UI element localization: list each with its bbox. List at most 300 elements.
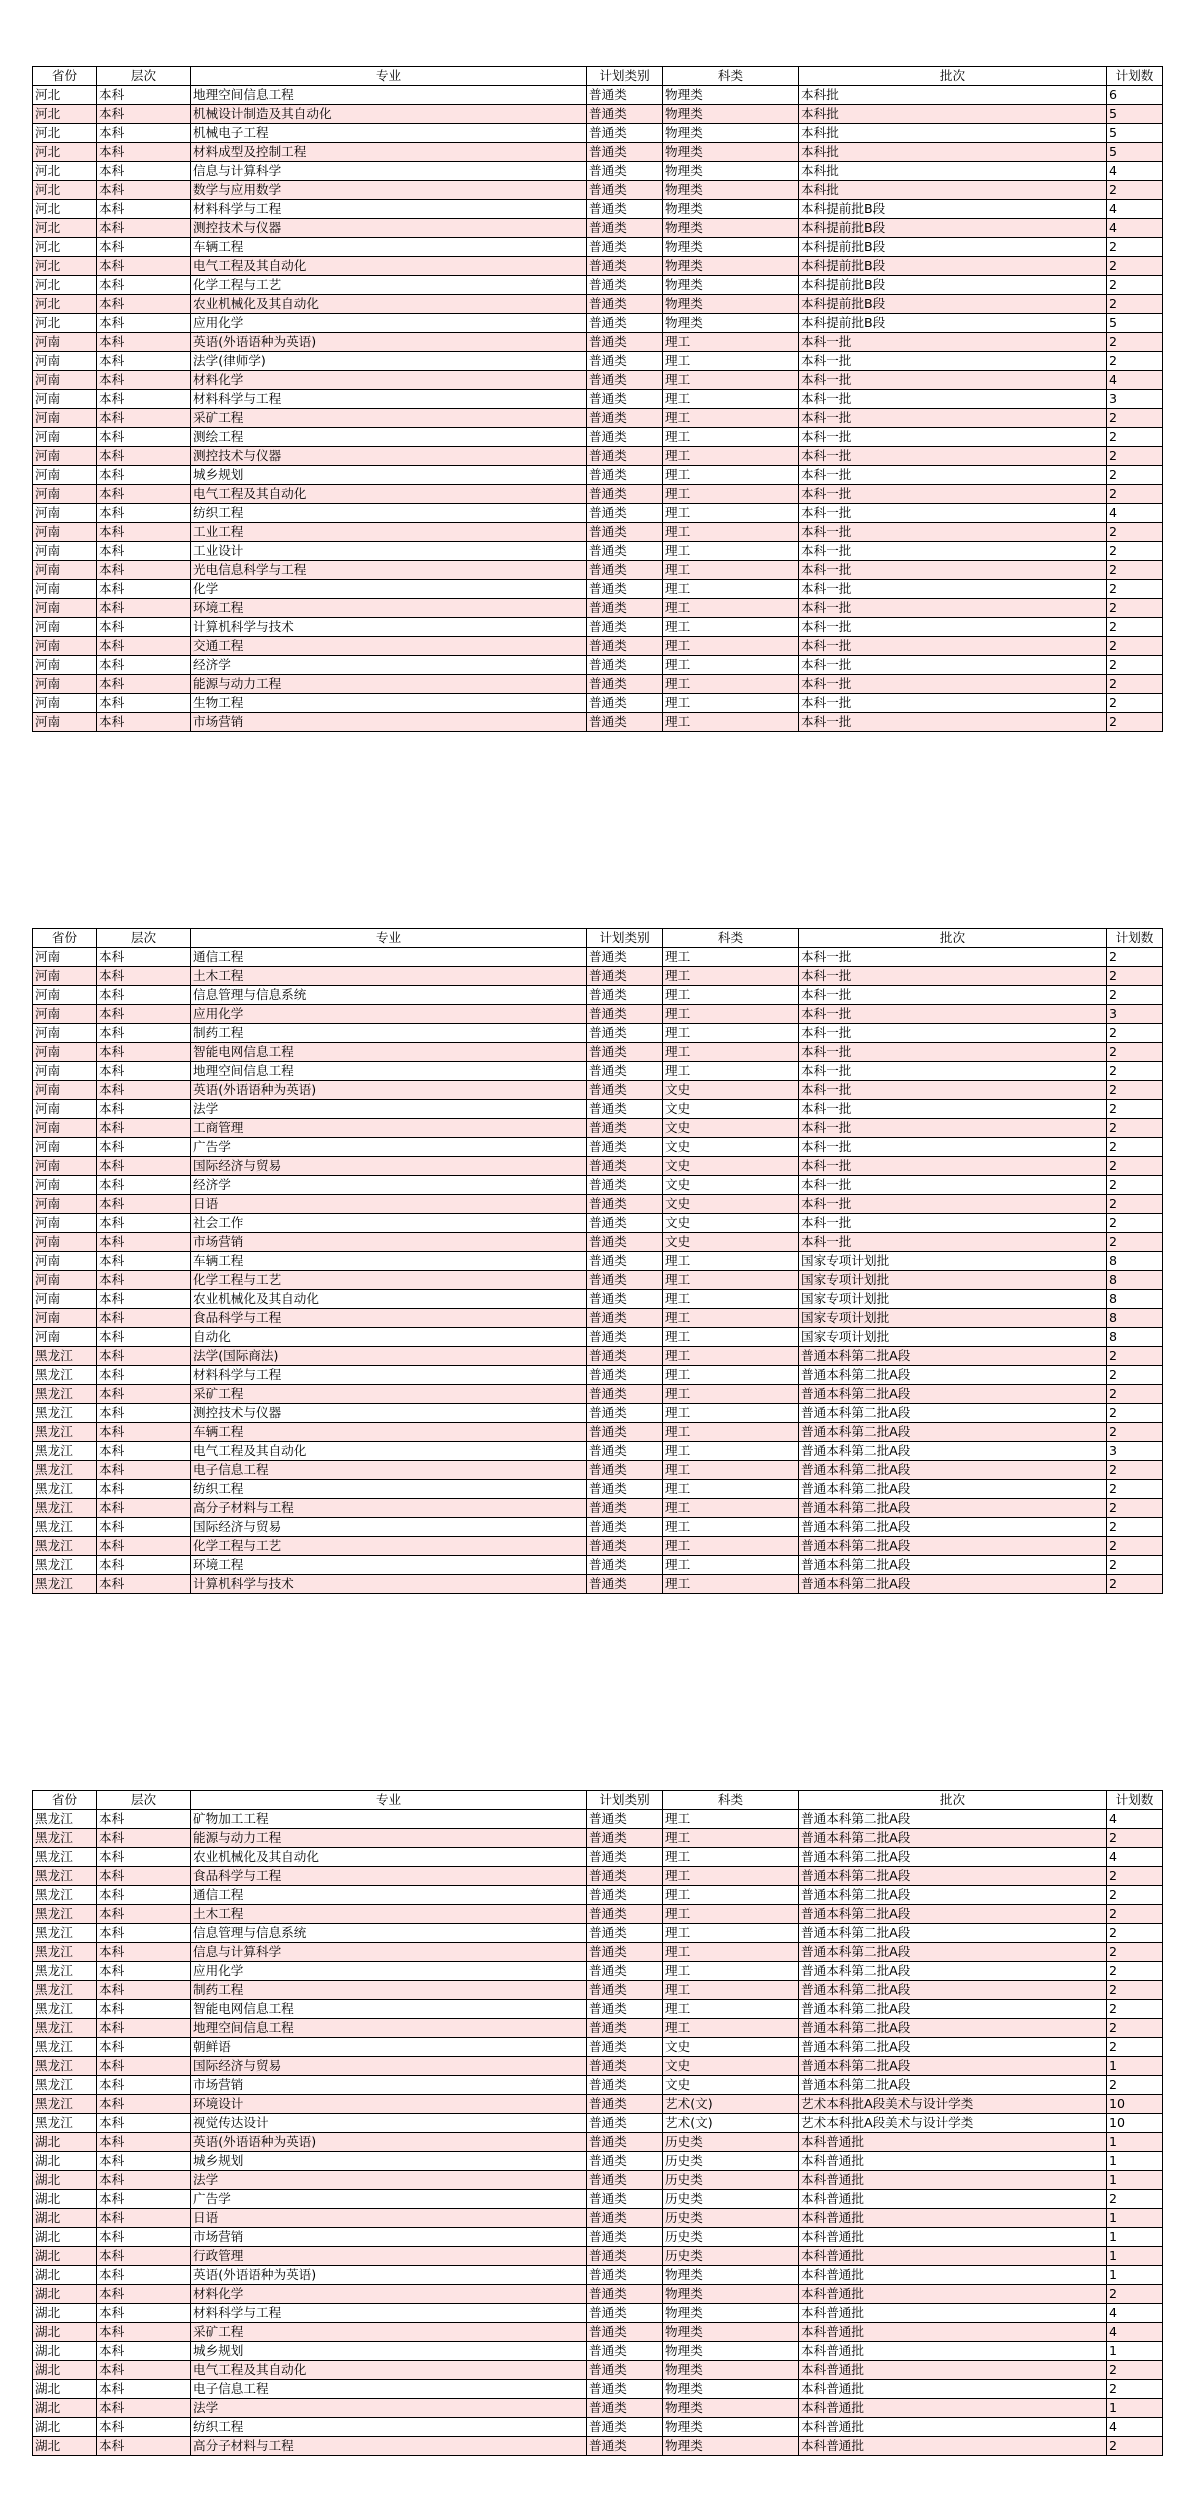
cell-level: 本科 [97,1157,191,1176]
table-row [33,694,1163,713]
cell-plan-type: 普通类 [587,371,663,390]
cell-plan-type: 普通类 [587,2209,663,2228]
cell-level: 本科 [97,1176,191,1195]
cell-batch: 本科普通批 [799,2209,1107,2228]
cell-count: 1 [1107,2228,1163,2247]
cell-subject: 理工 [663,1867,799,1886]
cell-province: 黑龙江 [33,1537,97,1556]
cell-major: 农业机械化及其自动化 [191,1290,587,1309]
cell-level: 本科 [97,314,191,333]
cell-plan-type: 普通类 [587,1233,663,1252]
cell-batch: 本科一批 [799,409,1107,428]
cell-plan-type: 普通类 [587,2285,663,2304]
cell-province: 黑龙江 [33,1480,97,1499]
cell-major: 国际经济与贸易 [191,1157,587,1176]
cell-batch: 普通本科第二批A段 [799,1886,1107,1905]
cell-level: 本科 [97,1924,191,1943]
cell-plan-type: 普通类 [587,485,663,504]
cell-subject: 理工 [663,504,799,523]
cell-plan-type: 普通类 [587,1404,663,1423]
cell-major: 化学工程与工艺 [191,1537,587,1556]
cell-province: 河南 [33,694,97,713]
cell-level: 本科 [97,1867,191,1886]
cell-plan-type: 普通类 [587,333,663,352]
cell-province: 河南 [33,1081,97,1100]
cell-province: 河北 [33,238,97,257]
cell-province: 黑龙江 [33,1556,97,1575]
cell-plan-type: 普通类 [587,1575,663,1594]
cell-count: 2 [1107,2361,1163,2380]
cell-subject: 理工 [663,618,799,637]
cell-batch: 本科普通批 [799,2437,1107,2456]
cell-subject: 理工 [663,948,799,967]
cell-province: 黑龙江 [33,2000,97,2019]
cell-level: 本科 [97,2342,191,2361]
cell-plan-type: 普通类 [587,561,663,580]
cell-plan-type: 普通类 [587,162,663,181]
cell-province: 湖北 [33,2342,97,2361]
cell-level: 本科 [97,162,191,181]
cell-major: 能源与动力工程 [191,675,587,694]
cell-level: 本科 [97,1905,191,1924]
cell-level: 本科 [97,1518,191,1537]
cell-province: 河北 [33,124,97,143]
cell-plan-type: 普通类 [587,219,663,238]
cell-plan-type: 普通类 [587,2019,663,2038]
cell-batch: 本科一批 [799,580,1107,599]
cell-subject: 理工 [663,986,799,1005]
cell-major: 朝鲜语 [191,2038,587,2057]
table-row [33,1442,1163,1461]
table-row [33,295,1163,314]
cell-count: 2 [1107,1404,1163,1423]
table-row [33,1886,1163,1905]
cell-plan-type: 普通类 [587,2437,663,2456]
cell-subject: 理工 [663,656,799,675]
cell-major: 信息管理与信息系统 [191,1924,587,1943]
table-row [33,2133,1163,2152]
cell-plan-type: 普通类 [587,1024,663,1043]
table-row [33,1157,1163,1176]
cell-level: 本科 [97,1886,191,1905]
cell-province: 黑龙江 [33,1867,97,1886]
column-header-province: 省份 [33,929,97,948]
table-row [33,2342,1163,2361]
table-row [33,2228,1163,2247]
cell-major: 机械设计制造及其自动化 [191,105,587,124]
cell-subject: 物理类 [663,314,799,333]
table-row [33,1423,1163,1442]
cell-major: 土木工程 [191,967,587,986]
cell-count: 2 [1107,2000,1163,2019]
cell-major: 社会工作 [191,1214,587,1233]
cell-count: 8 [1107,1271,1163,1290]
cell-batch: 本科一批 [799,447,1107,466]
cell-batch: 本科普通批 [799,2228,1107,2247]
cell-level: 本科 [97,2228,191,2247]
cell-plan-type: 普通类 [587,2380,663,2399]
cell-province: 黑龙江 [33,2095,97,2114]
cell-batch: 本科普通批 [799,2285,1107,2304]
table-row [33,1829,1163,1848]
cell-major: 采矿工程 [191,1385,587,1404]
cell-province: 黑龙江 [33,1404,97,1423]
cell-subject: 艺术(文) [663,2095,799,2114]
cell-level: 本科 [97,2076,191,2095]
cell-subject: 文史 [663,1195,799,1214]
table-row [33,1176,1163,1195]
cell-batch: 普通本科第二批A段 [799,1385,1107,1404]
cell-province: 河南 [33,447,97,466]
cell-major: 电气工程及其自动化 [191,257,587,276]
cell-major: 英语(外语语种为英语) [191,2266,587,2285]
cell-level: 本科 [97,637,191,656]
cell-batch: 本科一批 [799,618,1107,637]
table-row [33,637,1163,656]
cell-province: 湖北 [33,2133,97,2152]
cell-plan-type: 普通类 [587,2304,663,2323]
table-row [33,2190,1163,2209]
cell-major: 纺织工程 [191,2418,587,2437]
cell-province: 河北 [33,276,97,295]
cell-count: 2 [1107,1138,1163,1157]
cell-major: 日语 [191,2209,587,2228]
cell-count: 3 [1107,1442,1163,1461]
table-row [33,86,1163,105]
cell-batch: 本科提前批B段 [799,314,1107,333]
cell-batch: 本科提前批B段 [799,219,1107,238]
cell-subject: 理工 [663,2019,799,2038]
cell-level: 本科 [97,1252,191,1271]
table-row [33,2361,1163,2380]
cell-batch: 国家专项计划批 [799,1290,1107,1309]
cell-level: 本科 [97,105,191,124]
column-header-count: 计划数 [1107,67,1163,86]
cell-subject: 理工 [663,1480,799,1499]
cell-major: 国际经济与贸易 [191,2057,587,2076]
cell-subject: 理工 [663,1518,799,1537]
cell-province: 湖北 [33,2399,97,2418]
cell-count: 2 [1107,1575,1163,1594]
cell-province: 河北 [33,295,97,314]
cell-batch: 本科普通批 [799,2304,1107,2323]
cell-count: 2 [1107,1195,1163,1214]
cell-subject: 物理类 [663,200,799,219]
cell-subject: 理工 [663,1271,799,1290]
cell-count: 2 [1107,257,1163,276]
cell-batch: 普通本科第二批A段 [799,1943,1107,1962]
cell-count: 2 [1107,428,1163,447]
cell-subject: 文史 [663,2057,799,2076]
cell-level: 本科 [97,599,191,618]
cell-major: 应用化学 [191,314,587,333]
cell-major: 行政管理 [191,2247,587,2266]
cell-level: 本科 [97,2190,191,2209]
cell-plan-type: 普通类 [587,2418,663,2437]
cell-subject: 理工 [663,523,799,542]
cell-batch: 本科提前批B段 [799,257,1107,276]
cell-batch: 本科批 [799,181,1107,200]
cell-plan-type: 普通类 [587,1423,663,1442]
cell-level: 本科 [97,2019,191,2038]
cell-province: 河南 [33,561,97,580]
cell-major: 交通工程 [191,637,587,656]
cell-province: 河北 [33,143,97,162]
cell-subject: 物理类 [663,105,799,124]
cell-batch: 普通本科第二批A段 [799,2019,1107,2038]
cell-subject: 理工 [663,1499,799,1518]
cell-count: 4 [1107,371,1163,390]
cell-plan-type: 普通类 [587,295,663,314]
cell-subject: 理工 [663,485,799,504]
cell-count: 2 [1107,713,1163,732]
cell-batch: 本科一批 [799,1043,1107,1062]
table-row [33,333,1163,352]
cell-count: 2 [1107,1347,1163,1366]
column-header-plan-type: 计划类别 [587,929,663,948]
cell-plan-type: 普通类 [587,1005,663,1024]
cell-plan-type: 普通类 [587,1062,663,1081]
cell-count: 2 [1107,1461,1163,1480]
cell-subject: 物理类 [663,238,799,257]
column-header-major: 专业 [191,67,587,86]
cell-plan-type: 普通类 [587,1119,663,1138]
table-header-row [33,929,1163,948]
cell-subject: 物理类 [663,2342,799,2361]
cell-count: 2 [1107,1157,1163,1176]
cell-batch: 本科一批 [799,1062,1107,1081]
cell-plan-type: 普通类 [587,1195,663,1214]
cell-level: 本科 [97,466,191,485]
cell-count: 2 [1107,1423,1163,1442]
cell-province: 河南 [33,948,97,967]
cell-batch: 普通本科第二批A段 [799,1848,1107,1867]
cell-plan-type: 普通类 [587,314,663,333]
cell-subject: 理工 [663,1943,799,1962]
cell-level: 本科 [97,2152,191,2171]
cell-subject: 理工 [663,1423,799,1442]
cell-plan-type: 普通类 [587,713,663,732]
cell-subject: 理工 [663,1347,799,1366]
cell-batch: 本科一批 [799,1157,1107,1176]
cell-count: 2 [1107,352,1163,371]
cell-level: 本科 [97,2418,191,2437]
cell-major: 制药工程 [191,1024,587,1043]
cell-level: 本科 [97,257,191,276]
cell-level: 本科 [97,428,191,447]
column-header-count: 计划数 [1107,929,1163,948]
cell-plan-type: 普通类 [587,2038,663,2057]
cell-count: 2 [1107,599,1163,618]
cell-count: 2 [1107,1829,1163,1848]
cell-major: 地理空间信息工程 [191,2019,587,2038]
cell-province: 黑龙江 [33,1499,97,1518]
cell-level: 本科 [97,2437,191,2456]
cell-batch: 普通本科第二批A段 [799,1537,1107,1556]
cell-province: 河南 [33,390,97,409]
cell-level: 本科 [97,352,191,371]
cell-province: 河南 [33,523,97,542]
cell-count: 3 [1107,390,1163,409]
cell-count: 2 [1107,181,1163,200]
table-row [33,599,1163,618]
cell-major: 车辆工程 [191,238,587,257]
cell-subject: 物理类 [663,2361,799,2380]
cell-level: 本科 [97,2304,191,2323]
table-row [33,314,1163,333]
table-row [33,2171,1163,2190]
cell-count: 8 [1107,1328,1163,1347]
cell-plan-type: 普通类 [587,948,663,967]
cell-province: 河南 [33,1252,97,1271]
cell-plan-type: 普通类 [587,1138,663,1157]
cell-count: 2 [1107,2019,1163,2038]
cell-province: 河南 [33,542,97,561]
cell-count: 4 [1107,219,1163,238]
cell-major: 化学 [191,580,587,599]
cell-major: 城乡规划 [191,466,587,485]
cell-major: 英语(外语语种为英语) [191,1081,587,1100]
cell-level: 本科 [97,181,191,200]
cell-count: 2 [1107,2190,1163,2209]
cell-level: 本科 [97,2114,191,2133]
cell-plan-type: 普通类 [587,1081,663,1100]
table-row [33,238,1163,257]
cell-subject: 艺术(文) [663,2114,799,2133]
cell-major: 应用化学 [191,1962,587,1981]
column-header-batch: 批次 [799,67,1107,86]
cell-subject: 理工 [663,1290,799,1309]
cell-batch: 普通本科第二批A段 [799,1810,1107,1829]
cell-major: 通信工程 [191,948,587,967]
cell-plan-type: 普通类 [587,1309,663,1328]
cell-province: 河北 [33,200,97,219]
table-row [33,1233,1163,1252]
table-row [33,466,1163,485]
cell-plan-type: 普通类 [587,105,663,124]
cell-plan-type: 普通类 [587,523,663,542]
cell-province: 湖北 [33,2190,97,2209]
cell-plan-type: 普通类 [587,2190,663,2209]
cell-plan-type: 普通类 [587,986,663,1005]
cell-plan-type: 普通类 [587,2057,663,2076]
cell-subject: 文史 [663,1138,799,1157]
cell-major: 高分子材料与工程 [191,2437,587,2456]
cell-province: 河南 [33,1271,97,1290]
table-row [33,447,1163,466]
cell-plan-type: 普通类 [587,675,663,694]
cell-province: 河南 [33,1138,97,1157]
cell-batch: 普通本科第二批A段 [799,1461,1107,1480]
cell-province: 湖北 [33,2323,97,2342]
cell-plan-type: 普通类 [587,618,663,637]
cell-batch: 本科普通批 [799,2323,1107,2342]
column-header-batch: 批次 [799,1791,1107,1810]
cell-batch: 艺术本科批A段美术与设计学类 [799,2114,1107,2133]
cell-count: 2 [1107,1176,1163,1195]
cell-level: 本科 [97,1943,191,1962]
cell-plan-type: 普通类 [587,1442,663,1461]
cell-batch: 本科一批 [799,523,1107,542]
cell-subject: 理工 [663,1252,799,1271]
cell-level: 本科 [97,504,191,523]
cell-plan-type: 普通类 [587,1886,663,1905]
cell-count: 2 [1107,1962,1163,1981]
cell-batch: 本科普通批 [799,2380,1107,2399]
cell-plan-type: 普通类 [587,1829,663,1848]
column-header-province: 省份 [33,67,97,86]
cell-plan-type: 普通类 [587,2399,663,2418]
table-row [33,257,1163,276]
cell-major: 测控技术与仪器 [191,447,587,466]
cell-subject: 理工 [663,1556,799,1575]
cell-plan-type: 普通类 [587,257,663,276]
cell-count: 2 [1107,675,1163,694]
cell-plan-type: 普通类 [587,580,663,599]
cell-province: 河北 [33,219,97,238]
cell-plan-type: 普通类 [587,428,663,447]
table-row [33,986,1163,1005]
cell-level: 本科 [97,1442,191,1461]
cell-batch: 普通本科第二批A段 [799,1347,1107,1366]
cell-batch: 本科普通批 [799,2133,1107,2152]
table-row [33,1537,1163,1556]
cell-subject: 文史 [663,1100,799,1119]
cell-count: 2 [1107,1062,1163,1081]
cell-plan-type: 普通类 [587,2133,663,2152]
cell-major: 广告学 [191,1138,587,1157]
cell-count: 1 [1107,2133,1163,2152]
cell-level: 本科 [97,2133,191,2152]
cell-plan-type: 普通类 [587,637,663,656]
cell-level: 本科 [97,1499,191,1518]
cell-batch: 本科普通批 [799,2152,1107,2171]
table-row [33,656,1163,675]
cell-batch: 本科一批 [799,542,1107,561]
cell-batch: 本科一批 [799,948,1107,967]
cell-subject: 文史 [663,1157,799,1176]
cell-major: 日语 [191,1195,587,1214]
cell-province: 黑龙江 [33,1905,97,1924]
cell-batch: 本科一批 [799,656,1107,675]
cell-count: 2 [1107,1886,1163,1905]
table-row [33,2418,1163,2437]
cell-count: 2 [1107,333,1163,352]
cell-major: 能源与动力工程 [191,1829,587,1848]
cell-batch: 本科普通批 [799,2171,1107,2190]
table-row [33,1214,1163,1233]
table-row [33,2057,1163,2076]
cell-batch: 普通本科第二批A段 [799,1867,1107,1886]
cell-plan-type: 普通类 [587,1366,663,1385]
cell-province: 河南 [33,504,97,523]
cell-count: 5 [1107,124,1163,143]
cell-province: 河北 [33,257,97,276]
cell-batch: 本科普通批 [799,2361,1107,2380]
cell-count: 2 [1107,1100,1163,1119]
cell-count: 5 [1107,143,1163,162]
table-row [33,1499,1163,1518]
table-row [33,542,1163,561]
cell-batch: 普通本科第二批A段 [799,1404,1107,1423]
cell-subject: 理工 [663,542,799,561]
cell-count: 2 [1107,2437,1163,2456]
cell-count: 1 [1107,2057,1163,2076]
cell-subject: 理工 [663,1328,799,1347]
cell-major: 材料科学与工程 [191,200,587,219]
cell-subject: 物理类 [663,181,799,200]
cell-plan-type: 普通类 [587,694,663,713]
